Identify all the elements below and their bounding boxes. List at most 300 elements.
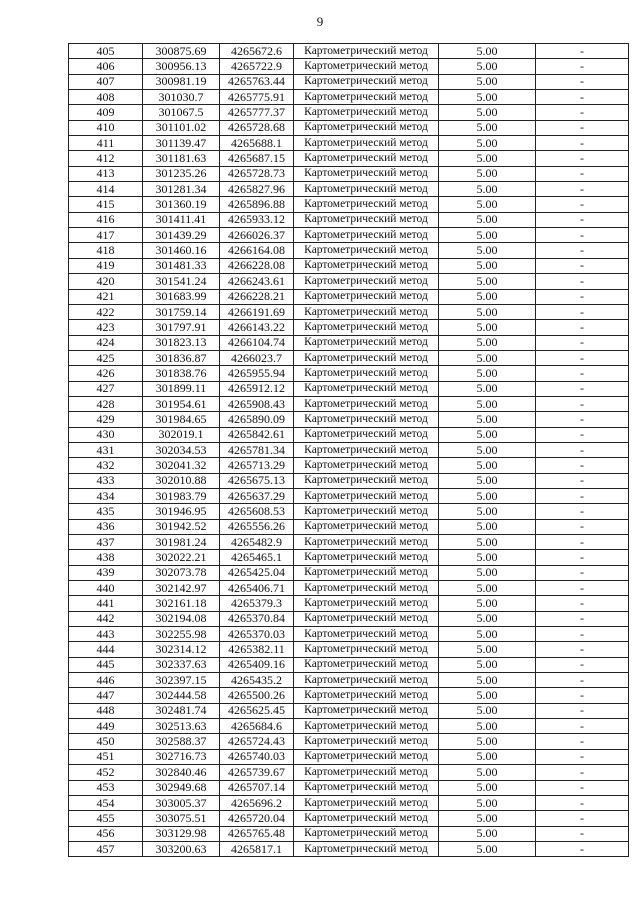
x-coordinate-cell: 301946.95 [143,504,220,519]
x-coordinate-cell: 300875.69 [143,44,220,59]
accuracy-cell: 5.00 [439,59,536,74]
description-cell: - [536,642,629,657]
x-coordinate-cell: 301838.76 [143,366,220,381]
point-number-cell: 416 [69,212,143,227]
point-number-cell: 428 [69,396,143,411]
method-cell: Картометрический метод [294,228,439,243]
x-coordinate-cell: 301836.87 [143,350,220,365]
accuracy-cell: 5.00 [439,673,536,688]
x-coordinate-cell: 301439.29 [143,228,220,243]
table-row [69,396,629,411]
point-number-cell: 405 [69,44,143,59]
point-number-cell: 441 [69,596,143,611]
point-number-cell: 436 [69,519,143,534]
table-row [69,519,629,534]
point-number-cell: 418 [69,243,143,258]
x-coordinate-cell: 301481.33 [143,258,220,273]
y-coordinate-cell: 4265425.04 [220,565,294,580]
y-coordinate-cell: 4265482.9 [220,535,294,550]
x-coordinate-cell: 302481.74 [143,703,220,718]
description-cell: - [536,396,629,411]
point-number-cell: 407 [69,74,143,89]
y-coordinate-cell: 4265720.04 [220,811,294,826]
method-cell: Картометрический метод [294,765,439,780]
table-row [69,734,629,749]
table-row [69,427,629,442]
accuracy-cell: 5.00 [439,74,536,89]
point-number-cell: 457 [69,841,143,856]
description-cell: - [536,243,629,258]
point-number-cell: 412 [69,151,143,166]
point-number-cell: 406 [69,59,143,74]
method-cell: Картометрический метод [294,90,439,105]
method-cell: Картометрический метод [294,320,439,335]
x-coordinate-cell: 300981.19 [143,74,220,89]
table-row [69,274,629,289]
description-cell: - [536,274,629,289]
y-coordinate-cell: 4266228.08 [220,258,294,273]
accuracy-cell: 5.00 [439,320,536,335]
table-row [69,688,629,703]
accuracy-cell: 5.00 [439,581,536,596]
description-cell: - [536,473,629,488]
x-coordinate-cell: 303075.51 [143,811,220,826]
description-cell: - [536,136,629,151]
description-cell: - [536,688,629,703]
accuracy-cell: 5.00 [439,535,536,550]
table-row [69,719,629,734]
description-cell: - [536,412,629,427]
description-cell: - [536,519,629,534]
x-coordinate-cell: 301067.5 [143,105,220,120]
x-coordinate-cell: 302513.63 [143,719,220,734]
point-number-cell: 439 [69,565,143,580]
method-cell: Картометрический метод [294,841,439,856]
accuracy-cell: 5.00 [439,335,536,350]
table-row [69,289,629,304]
description-cell: - [536,565,629,580]
method-cell: Картометрический метод [294,151,439,166]
point-number-cell: 430 [69,427,143,442]
point-number-cell: 450 [69,734,143,749]
y-coordinate-cell: 4265955.94 [220,366,294,381]
x-coordinate-cell: 301759.14 [143,304,220,319]
point-number-cell: 413 [69,166,143,181]
point-number-cell: 456 [69,826,143,841]
y-coordinate-cell: 4266023.7 [220,350,294,365]
description-cell: - [536,550,629,565]
table-body [69,44,629,857]
point-number-cell: 444 [69,642,143,657]
y-coordinate-cell: 4265637.29 [220,488,294,503]
table-row [69,151,629,166]
x-coordinate-cell: 302255.98 [143,627,220,642]
y-coordinate-cell: 4265722.9 [220,59,294,74]
accuracy-cell: 5.00 [439,442,536,457]
y-coordinate-cell: 4265724.43 [220,734,294,749]
description-cell: - [536,504,629,519]
method-cell: Картометрический метод [294,304,439,319]
point-number-cell: 448 [69,703,143,718]
method-cell: Картометрический метод [294,212,439,227]
method-cell: Картометрический метод [294,427,439,442]
method-cell: Картометрический метод [294,519,439,534]
point-number-cell: 454 [69,795,143,810]
accuracy-cell: 5.00 [439,811,536,826]
accuracy-cell: 5.00 [439,765,536,780]
accuracy-cell: 5.00 [439,519,536,534]
accuracy-cell: 5.00 [439,197,536,212]
description-cell: - [536,795,629,810]
table-row [69,335,629,350]
method-cell: Картометрический метод [294,105,439,120]
x-coordinate-cell: 301360.19 [143,197,220,212]
table-row [69,120,629,135]
method-cell: Картометрический метод [294,627,439,642]
table-row [69,182,629,197]
x-coordinate-cell: 302142.97 [143,581,220,596]
x-coordinate-cell: 302716.73 [143,749,220,764]
point-number-cell: 435 [69,504,143,519]
accuracy-cell: 5.00 [439,427,536,442]
y-coordinate-cell: 4265775.91 [220,90,294,105]
method-cell: Картометрический метод [294,581,439,596]
method-cell: Картометрический метод [294,535,439,550]
table-row [69,611,629,626]
method-cell: Картометрический метод [294,688,439,703]
method-cell: Картометрический метод [294,795,439,810]
x-coordinate-cell: 301823.13 [143,335,220,350]
point-number-cell: 443 [69,627,143,642]
method-cell: Картометрический метод [294,642,439,657]
table-row [69,550,629,565]
method-cell: Картометрический метод [294,182,439,197]
x-coordinate-cell: 301942.52 [143,519,220,534]
method-cell: Картометрический метод [294,74,439,89]
y-coordinate-cell: 4265688.1 [220,136,294,151]
description-cell: - [536,366,629,381]
table-row [69,749,629,764]
description-cell: - [536,105,629,120]
x-coordinate-cell: 300956.13 [143,59,220,74]
accuracy-cell: 5.00 [439,182,536,197]
y-coordinate-cell: 4266243.61 [220,274,294,289]
table-row [69,412,629,427]
description-cell: - [536,749,629,764]
point-number-cell: 449 [69,719,143,734]
description-cell: - [536,289,629,304]
x-coordinate-cell: 302314.12 [143,642,220,657]
x-coordinate-cell: 302444.58 [143,688,220,703]
accuracy-cell: 5.00 [439,136,536,151]
point-number-cell: 445 [69,657,143,672]
accuracy-cell: 5.00 [439,565,536,580]
point-number-cell: 422 [69,304,143,319]
accuracy-cell: 5.00 [439,212,536,227]
y-coordinate-cell: 4265379.3 [220,596,294,611]
table-row [69,488,629,503]
y-coordinate-cell: 4265675.13 [220,473,294,488]
point-number-cell: 417 [69,228,143,243]
accuracy-cell: 5.00 [439,228,536,243]
method-cell: Картометрический метод [294,396,439,411]
y-coordinate-cell: 4266191.69 [220,304,294,319]
x-coordinate-cell: 302397.15 [143,673,220,688]
description-cell: - [536,734,629,749]
method-cell: Картометрический метод [294,596,439,611]
table-row [69,381,629,396]
method-cell: Картометрический метод [294,381,439,396]
table-row [69,473,629,488]
y-coordinate-cell: 4265608.53 [220,504,294,519]
description-cell: - [536,657,629,672]
method-cell: Картометрический метод [294,274,439,289]
y-coordinate-cell: 4265370.84 [220,611,294,626]
table-row [69,826,629,841]
description-cell: - [536,673,629,688]
point-number-cell: 415 [69,197,143,212]
y-coordinate-cell: 4265728.68 [220,120,294,135]
x-coordinate-cell: 301954.61 [143,396,220,411]
y-coordinate-cell: 4265370.03 [220,627,294,642]
table-row [69,366,629,381]
y-coordinate-cell: 4265890.09 [220,412,294,427]
accuracy-cell: 5.00 [439,458,536,473]
point-number-cell: 409 [69,105,143,120]
table-row [69,596,629,611]
description-cell: - [536,488,629,503]
table-row [69,166,629,181]
x-coordinate-cell: 302194.08 [143,611,220,626]
y-coordinate-cell: 4265912.12 [220,381,294,396]
accuracy-cell: 5.00 [439,826,536,841]
y-coordinate-cell: 4265435.2 [220,673,294,688]
accuracy-cell: 5.00 [439,350,536,365]
description-cell: - [536,719,629,734]
x-coordinate-cell: 302022.21 [143,550,220,565]
description-cell: - [536,304,629,319]
y-coordinate-cell: 4265696.2 [220,795,294,810]
coordinates-table [68,43,629,857]
description-cell: - [536,596,629,611]
table-row [69,535,629,550]
description-cell: - [536,212,629,227]
method-cell: Картометрический метод [294,826,439,841]
accuracy-cell: 5.00 [439,719,536,734]
method-cell: Картометрический метод [294,59,439,74]
x-coordinate-cell: 301030.7 [143,90,220,105]
accuracy-cell: 5.00 [439,795,536,810]
accuracy-cell: 5.00 [439,657,536,672]
method-cell: Картометрический метод [294,780,439,795]
y-coordinate-cell: 4265409.16 [220,657,294,672]
accuracy-cell: 5.00 [439,627,536,642]
description-cell: - [536,811,629,826]
method-cell: Картометрический метод [294,442,439,457]
accuracy-cell: 5.00 [439,289,536,304]
point-number-cell: 421 [69,289,143,304]
accuracy-cell: 5.00 [439,596,536,611]
point-number-cell: 410 [69,120,143,135]
description-cell: - [536,320,629,335]
accuracy-cell: 5.00 [439,258,536,273]
description-cell: - [536,381,629,396]
method-cell: Картометрический метод [294,734,439,749]
table-row [69,44,629,59]
y-coordinate-cell: 4265896.88 [220,197,294,212]
table-row [69,304,629,319]
description-cell: - [536,780,629,795]
method-cell: Картометрический метод [294,749,439,764]
description-cell: - [536,703,629,718]
description-cell: - [536,841,629,856]
point-number-cell: 455 [69,811,143,826]
y-coordinate-cell: 4265763.44 [220,74,294,89]
table-row [69,320,629,335]
accuracy-cell: 5.00 [439,734,536,749]
y-coordinate-cell: 4265382.11 [220,642,294,657]
x-coordinate-cell: 303129.98 [143,826,220,841]
y-coordinate-cell: 4265728.73 [220,166,294,181]
description-cell: - [536,228,629,243]
point-number-cell: 438 [69,550,143,565]
x-coordinate-cell: 302034.53 [143,442,220,457]
y-coordinate-cell: 4265465.1 [220,550,294,565]
method-cell: Картометрический метод [294,703,439,718]
point-number-cell: 432 [69,458,143,473]
accuracy-cell: 5.00 [439,780,536,795]
accuracy-cell: 5.00 [439,90,536,105]
description-cell: - [536,182,629,197]
table-row [69,458,629,473]
x-coordinate-cell: 302161.18 [143,596,220,611]
table-row [69,811,629,826]
x-coordinate-cell: 301460.16 [143,243,220,258]
x-coordinate-cell: 301181.63 [143,151,220,166]
x-coordinate-cell: 302041.32 [143,458,220,473]
point-number-cell: 427 [69,381,143,396]
point-number-cell: 451 [69,749,143,764]
point-number-cell: 452 [69,765,143,780]
method-cell: Картометрический метод [294,673,439,688]
accuracy-cell: 5.00 [439,304,536,319]
method-cell: Картометрический метод [294,335,439,350]
accuracy-cell: 5.00 [439,611,536,626]
accuracy-cell: 5.00 [439,105,536,120]
description-cell: - [536,826,629,841]
point-number-cell: 429 [69,412,143,427]
table-row [69,565,629,580]
x-coordinate-cell: 303005.37 [143,795,220,810]
method-cell: Картометрический метод [294,366,439,381]
table-row [69,642,629,657]
y-coordinate-cell: 4266026.37 [220,228,294,243]
table-row [69,504,629,519]
point-number-cell: 423 [69,320,143,335]
point-number-cell: 434 [69,488,143,503]
x-coordinate-cell: 303200.63 [143,841,220,856]
method-cell: Картометрический метод [294,44,439,59]
description-cell: - [536,458,629,473]
accuracy-cell: 5.00 [439,274,536,289]
method-cell: Картометрический метод [294,258,439,273]
point-number-cell: 437 [69,535,143,550]
x-coordinate-cell: 301235.26 [143,166,220,181]
point-number-cell: 440 [69,581,143,596]
table-row [69,657,629,672]
accuracy-cell: 5.00 [439,642,536,657]
method-cell: Картометрический метод [294,412,439,427]
y-coordinate-cell: 4265817.1 [220,841,294,856]
point-number-cell: 408 [69,90,143,105]
description-cell: - [536,611,629,626]
x-coordinate-cell: 301981.24 [143,535,220,550]
x-coordinate-cell: 302073.78 [143,565,220,580]
accuracy-cell: 5.00 [439,166,536,181]
y-coordinate-cell: 4265781.34 [220,442,294,457]
x-coordinate-cell: 302588.37 [143,734,220,749]
table-row [69,581,629,596]
y-coordinate-cell: 4265625.45 [220,703,294,718]
x-coordinate-cell: 301984.65 [143,412,220,427]
point-number-cell: 431 [69,442,143,457]
y-coordinate-cell: 4266143.22 [220,320,294,335]
table-row [69,442,629,457]
x-coordinate-cell: 301983.79 [143,488,220,503]
y-coordinate-cell: 4265707.14 [220,780,294,795]
method-cell: Картометрический метод [294,611,439,626]
accuracy-cell: 5.00 [439,749,536,764]
method-cell: Картометрический метод [294,243,439,258]
y-coordinate-cell: 4266164.08 [220,243,294,258]
point-number-cell: 425 [69,350,143,365]
y-coordinate-cell: 4265739.67 [220,765,294,780]
description-cell: - [536,74,629,89]
method-cell: Картометрический метод [294,197,439,212]
accuracy-cell: 5.00 [439,688,536,703]
y-coordinate-cell: 4265684.6 [220,719,294,734]
x-coordinate-cell: 302019.1 [143,427,220,442]
description-cell: - [536,197,629,212]
x-coordinate-cell: 301101.02 [143,120,220,135]
x-coordinate-cell: 301683.99 [143,289,220,304]
accuracy-cell: 5.00 [439,473,536,488]
method-cell: Картометрический метод [294,350,439,365]
table-row [69,703,629,718]
accuracy-cell: 5.00 [439,488,536,503]
x-coordinate-cell: 301139.47 [143,136,220,151]
table-row [69,258,629,273]
table-row [69,74,629,89]
y-coordinate-cell: 4265556.26 [220,519,294,534]
description-cell: - [536,151,629,166]
page-number: 9 [316,14,324,29]
table-row [69,841,629,856]
table-row [69,105,629,120]
x-coordinate-cell: 302949.68 [143,780,220,795]
table-row [69,673,629,688]
y-coordinate-cell: 4265842.61 [220,427,294,442]
accuracy-cell: 5.00 [439,381,536,396]
description-cell: - [536,44,629,59]
x-coordinate-cell: 301899.11 [143,381,220,396]
point-number-cell: 453 [69,780,143,795]
table-row [69,627,629,642]
method-cell: Картометрический метод [294,504,439,519]
y-coordinate-cell: 4266104.74 [220,335,294,350]
method-cell: Картометрический метод [294,657,439,672]
table-row [69,765,629,780]
